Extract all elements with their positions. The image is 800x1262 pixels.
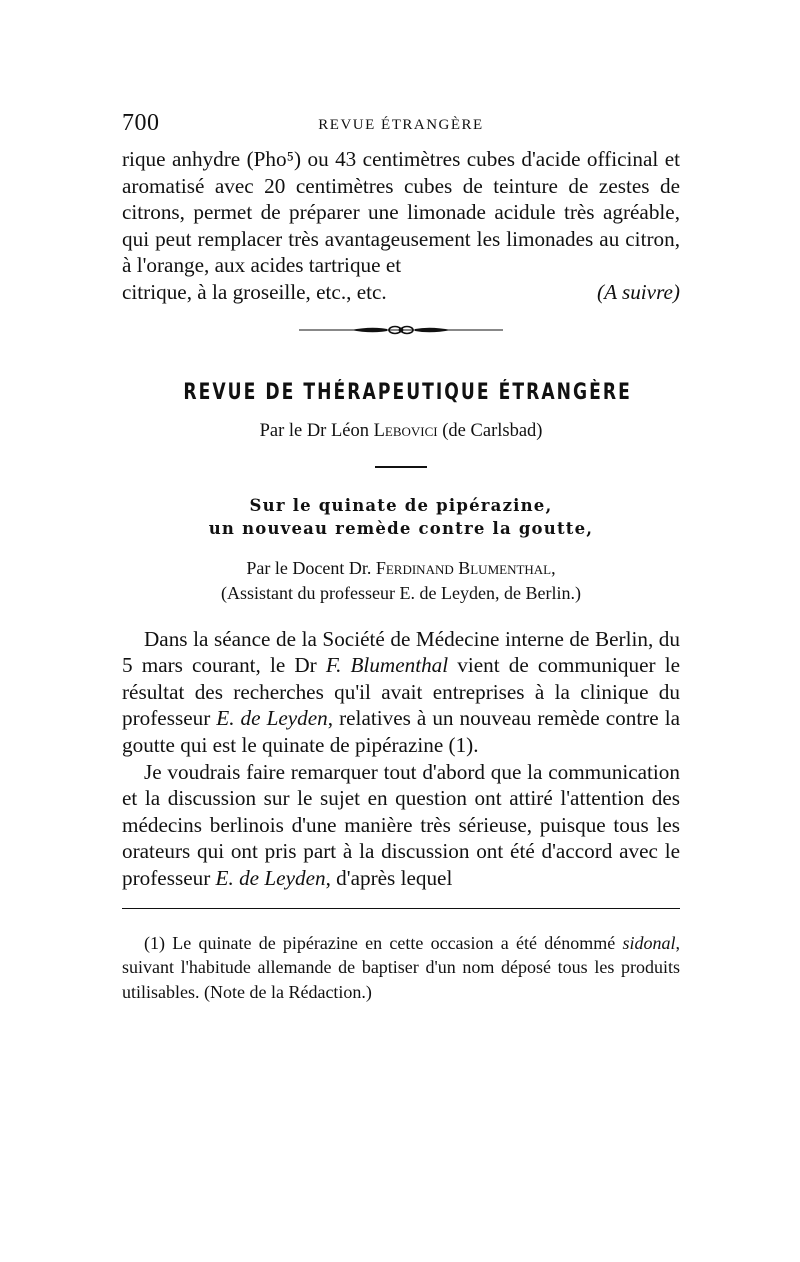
byline-suffix: (de Carlsbad) [442, 420, 543, 441]
footnote-term: sidonal [622, 932, 676, 953]
byline-name: Lebovici [373, 420, 438, 441]
running-title: REVUE ÉTRANGÈRE [318, 117, 484, 133]
byline-prefix: Par le Dr Léon [259, 420, 369, 441]
p2-text-a: Je voudrais faire remarquer tout d'abord que la communication et la discussion sur le sujet en question ont attiré l'attention des médecins berlinois d'une manière très sérieuse, puisque tous les orateurs qui ont pris part à la discussion ont été d'accord avec le professeur [122, 759, 680, 890]
p1-text-b: vient de communiquer le résultat des recherches qu'il avait entreprises à la clinique du professeur [122, 653, 680, 731]
p2-name: E. de Leyden [215, 865, 326, 890]
p1-name-2: E. de Leyden [216, 706, 328, 731]
section-heading: REVUE DE THÉRAPEUTIQUE ÉTRANGÈRE [183, 379, 632, 405]
body-paragraph-2 [122, 759, 680, 892]
running-header [122, 110, 680, 144]
p2-text-b: , d'après lequel [325, 865, 453, 890]
footnote [122, 931, 680, 1005]
ornamental-divider-icon [291, 322, 511, 338]
author-prefix: Par le Docent Dr. [246, 557, 372, 578]
page-number: 700 [122, 110, 160, 136]
continued-paragraph-last-line [122, 279, 680, 306]
article-body [122, 626, 680, 892]
author-line-2: (Assistant du professeur E. de Leyden, de Berlin.) [221, 582, 581, 603]
section-byline [122, 419, 680, 443]
to-be-continued-note: (A suivre) [597, 279, 680, 304]
document-page [122, 110, 680, 1022]
article-title [122, 494, 680, 540]
article-author [122, 556, 680, 606]
article-title-line-1: Sur le quinate de pipérazine, [249, 495, 553, 515]
p1-name: F. Blumenthal [325, 653, 449, 678]
ornamental-divider [122, 322, 680, 342]
author-line-1 [122, 556, 680, 581]
continued-paragraph [122, 146, 680, 306]
body-paragraph-1 [122, 626, 680, 759]
footnote-text-a: (1) Le quinate de pipérazine en cette occasion a été dénommé [144, 932, 623, 953]
short-divider [375, 466, 427, 468]
footnote-divider [122, 908, 680, 909]
author-name: Ferdinand Blumenthal, [375, 557, 556, 578]
p1-text-a: Dans la séance de la Société de Médecine interne de Berlin, du 5 mars courant, le Dr [122, 626, 680, 678]
article-title-line-2: un nouveau remède contre la goutte, [208, 518, 594, 538]
footnote-text-b: , suivant l'habitude allemande de baptiser d'un nom déposé tous les produits utilisables. (Note de la Rédaction.) [122, 932, 680, 1002]
last-line-text: citrique, à la groseille, etc., etc. [122, 279, 387, 304]
p1-text-c: , relatives à un nouveau remède contre la goutte qui est le quinate de pipérazine (1). [122, 706, 680, 757]
continued-paragraph-text: rique anhydre (Pho⁵) ou 43 centimètres cubes d'acide officinal et aromatisé avec 20 centimètres cubes de teinture de zestes de citrons, permet de préparer une limonade acidule très agréable, qui peut remplacer très avantageusement les limonades au citron, à l'orange, aux acides tartrique et [122, 147, 680, 278]
